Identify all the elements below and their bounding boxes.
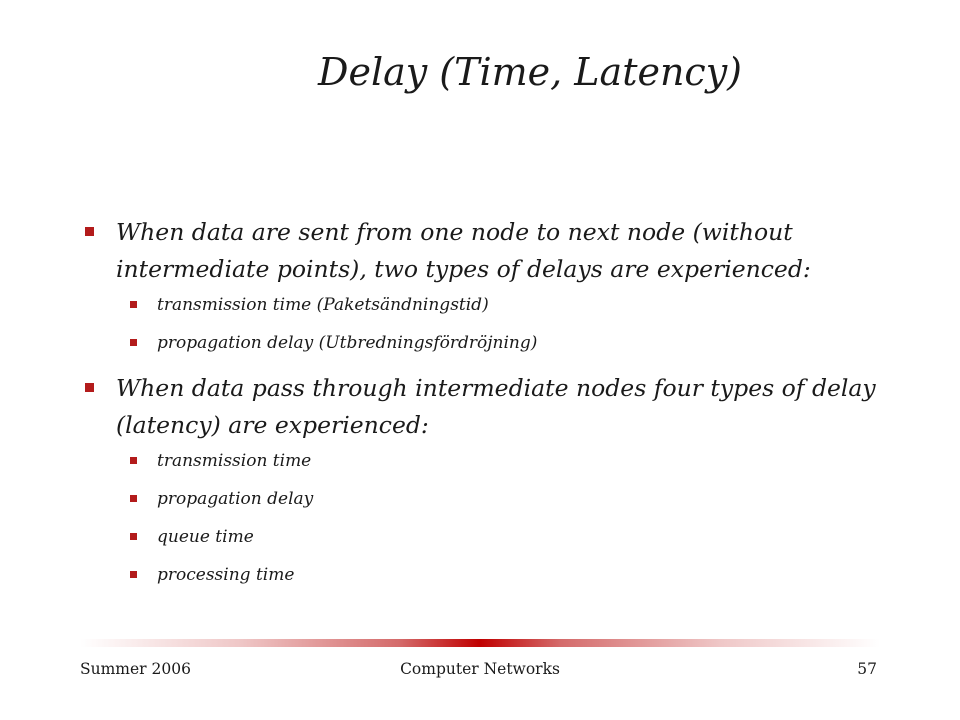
sub-bullet-item <box>80 450 880 472</box>
sub-bullet-text: processing time <box>157 565 295 585</box>
square-bullet-icon <box>85 227 94 236</box>
square-bullet-icon <box>130 339 137 346</box>
bullet-text: When data pass through intermediate nodes four types of delay (latency) are experienced: <box>116 374 876 439</box>
footer-course-title: Computer Networks <box>400 660 560 678</box>
slide-number: 57 <box>857 660 877 678</box>
bullet-text: When data are sent from one node to next node (without intermediate points), two types of delays are experienced: <box>116 218 811 283</box>
sub-bullet-item <box>80 526 880 548</box>
sub-bullet-text: propagation delay (Utbredningsfördröjning) <box>157 333 538 353</box>
square-bullet-icon <box>130 495 137 502</box>
bullet-list <box>80 214 880 602</box>
square-bullet-icon <box>85 383 94 392</box>
footer-date: Summer 2006 <box>80 660 191 678</box>
sub-bullet-text: propagation delay <box>157 489 314 509</box>
sub-bullet-item <box>80 294 880 316</box>
bullet-item <box>80 370 880 444</box>
sub-bullet-item <box>80 332 880 354</box>
bullet-item <box>80 214 880 288</box>
sub-bullet-item <box>80 564 880 586</box>
footer-divider <box>80 639 880 647</box>
sub-bullet-text: transmission time <box>157 451 312 471</box>
square-bullet-icon <box>130 301 137 308</box>
slide-title: Delay (Time, Latency) <box>317 50 742 94</box>
square-bullet-icon <box>130 571 137 578</box>
sub-bullet-text: transmission time (Paketsändningstid) <box>157 295 489 315</box>
sub-bullet-text: queue time <box>157 527 254 547</box>
square-bullet-icon <box>130 457 137 464</box>
sub-bullet-item <box>80 488 880 510</box>
square-bullet-icon <box>130 533 137 540</box>
